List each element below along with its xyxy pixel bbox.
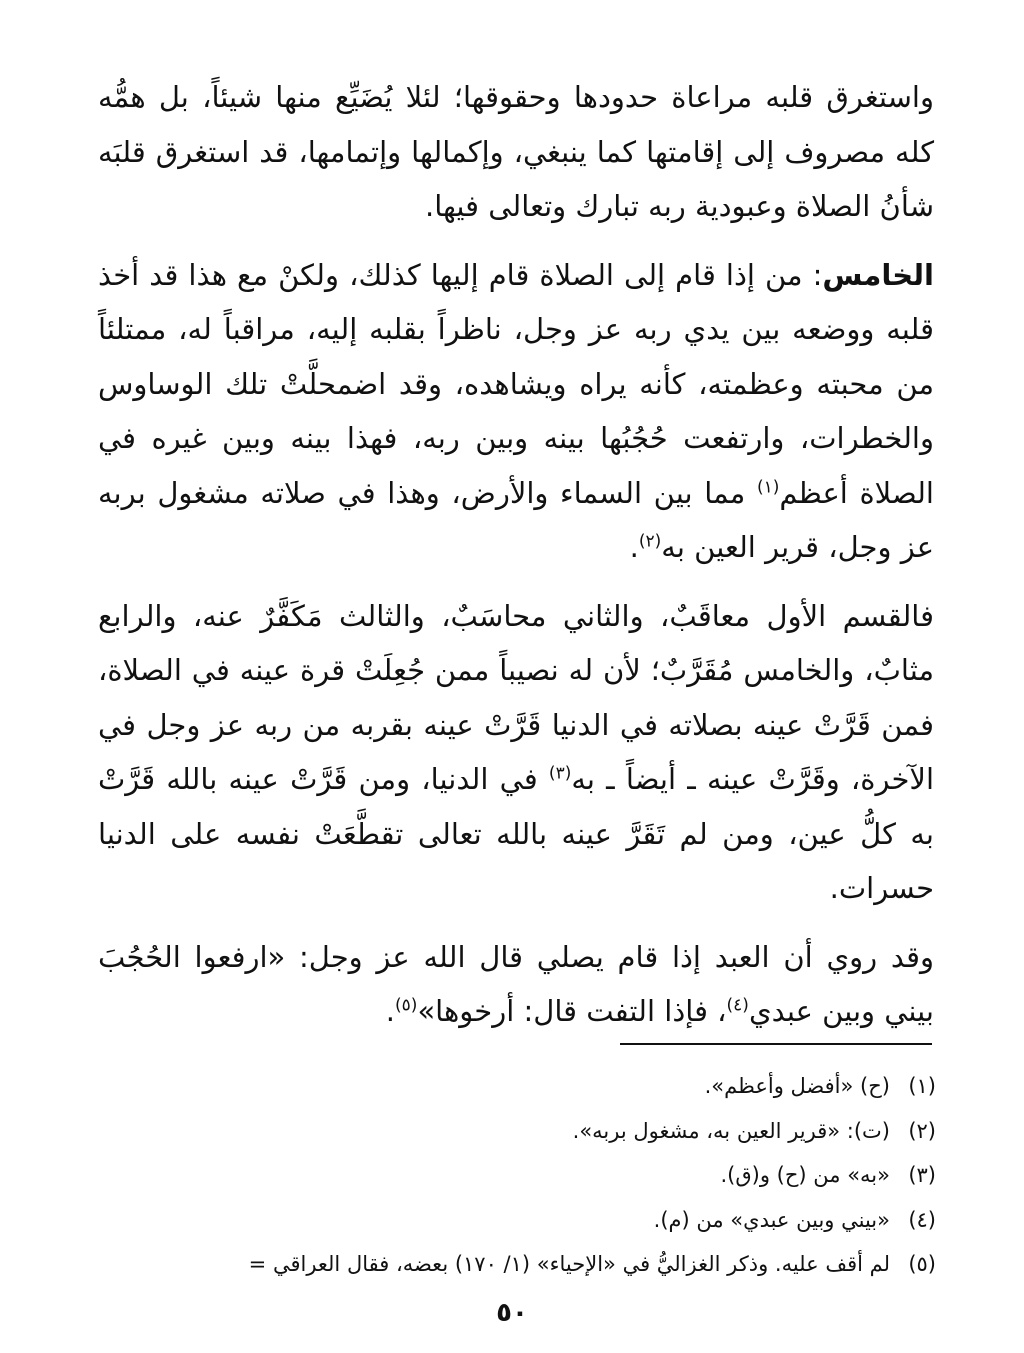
paragraph-1: [98, 70, 934, 234]
footnote-text: (ت): «قرير العين به، مشغول بربه».: [572, 1118, 890, 1143]
paragraph-4-end: .: [385, 994, 396, 1028]
footnote-separator: [620, 1043, 932, 1045]
paragraph-2-lead: الخامس: [822, 257, 934, 292]
paragraph-3-text: فالقسم الأول معاقَبٌ، والثاني محاسَبٌ، والثالث مَكَفَّرٌ عنه، والرابع مثابٌ، والخامس مُقَرَّبٌ؛ لأن له نصيباً ممن جُعِلَتْ قرة عينه في الصلاة، فمن قَرَّتْ عينه بصلاته في الدنيا قَرَّتْ عينه بقربه من ربه عز وجل في الآخرة، وقَرَّتْ عينه ـ أيضاً ـ به: [98, 598, 934, 796]
footnotes-list: [100, 1064, 936, 1287]
paragraph-2-end: .: [629, 530, 639, 564]
footnote-ref-5: (٥): [395, 995, 418, 1016]
footnote-text: لم أقف عليه. وذكر الغزاليُّ في «الإحياء» (١/ ١٧٠) بعضه، فقال العراقي =: [248, 1252, 890, 1276]
footnote-item: [100, 1153, 936, 1198]
footnote-number: (٣): [908, 1163, 936, 1187]
footnote-text: «بيني وبين عبدي» من (م).: [653, 1207, 890, 1232]
footnote-number: (٥): [908, 1252, 936, 1276]
paragraph-1-text: واستغرق قلبه مراعاة حدودها وحقوقها؛ لئلا يُضَيِّع منها شيئاً، بل همُّه كله مصروف إلى إقامتها كما ينبغي، وإكمالها وإتمامها، قد استغرق قلبَه شأنُ الصلاة وعبودية ربه تبارك وتعالى فيها.: [98, 80, 934, 223]
footnote-ref-4: (٤): [726, 995, 749, 1016]
paragraph-4: [98, 930, 934, 1039]
paragraph-3-text-cont: في الدنيا، ومن قَرَّتْ عينه بالله قَرَّتْ به كلُّ عين، ومن لم تَقَرَّ عينه بالله تعالى تقطَّعَتْ نفسه على الدنيا حسرات.: [98, 762, 934, 905]
main-text: [98, 70, 934, 1039]
paragraph-2-text-cont: مما بين السماء والأرض، وهذا في صلاته مشغول بربه عز وجل، قرير العين به: [98, 475, 934, 564]
footnote-text: (ح) «أفضل وأعظم».: [704, 1074, 890, 1098]
footnote-ref-3: (٣): [548, 763, 572, 784]
footnote-item: [100, 1198, 936, 1243]
footnote-number: (٤): [908, 1207, 936, 1232]
footnote-item: [100, 1109, 936, 1154]
footnote-text: «به» من (ح) و(ق).: [720, 1163, 890, 1187]
footnote-ref-1: (١): [756, 476, 780, 497]
footnote-item: [100, 1242, 936, 1287]
paragraph-4-text-cont: ، فإذا التفت قال: أرخوها»: [417, 994, 727, 1028]
paragraph-2-text: : من إذا قام إلى الصلاة قام إليها كذلك، ولكنْ مع هذا قد أخذ قلبه ووضعه بين يدي ربه عز وجل، ناظراً بقلبه إليه، مراقباً له، ممتلئاً من محبته وعظمته، كأنه يراه ويشاهده، وقد اضمحلَّتْ تلك الوساوس والخطرات، وارتفعت حُجُبُها بينه وبين ربه، فهذا بينه وبين غيره في الصلاة أعظم: [98, 257, 934, 510]
footnote-item: [100, 1064, 936, 1109]
paragraph-2: [98, 248, 934, 575]
footnote-number: (٢): [908, 1118, 936, 1143]
paragraph-3: [98, 589, 934, 916]
footnote-number: (١): [908, 1074, 936, 1098]
page-number: ٥٠: [496, 1298, 528, 1328]
paragraph-4-text: وقد روي أن العبد إذا قام يصلي قال الله عز وجل: «ارفعوا الحُجُبَ بيني وبين عبدي: [98, 939, 934, 1028]
footnote-ref-2: (٢): [638, 531, 662, 552]
